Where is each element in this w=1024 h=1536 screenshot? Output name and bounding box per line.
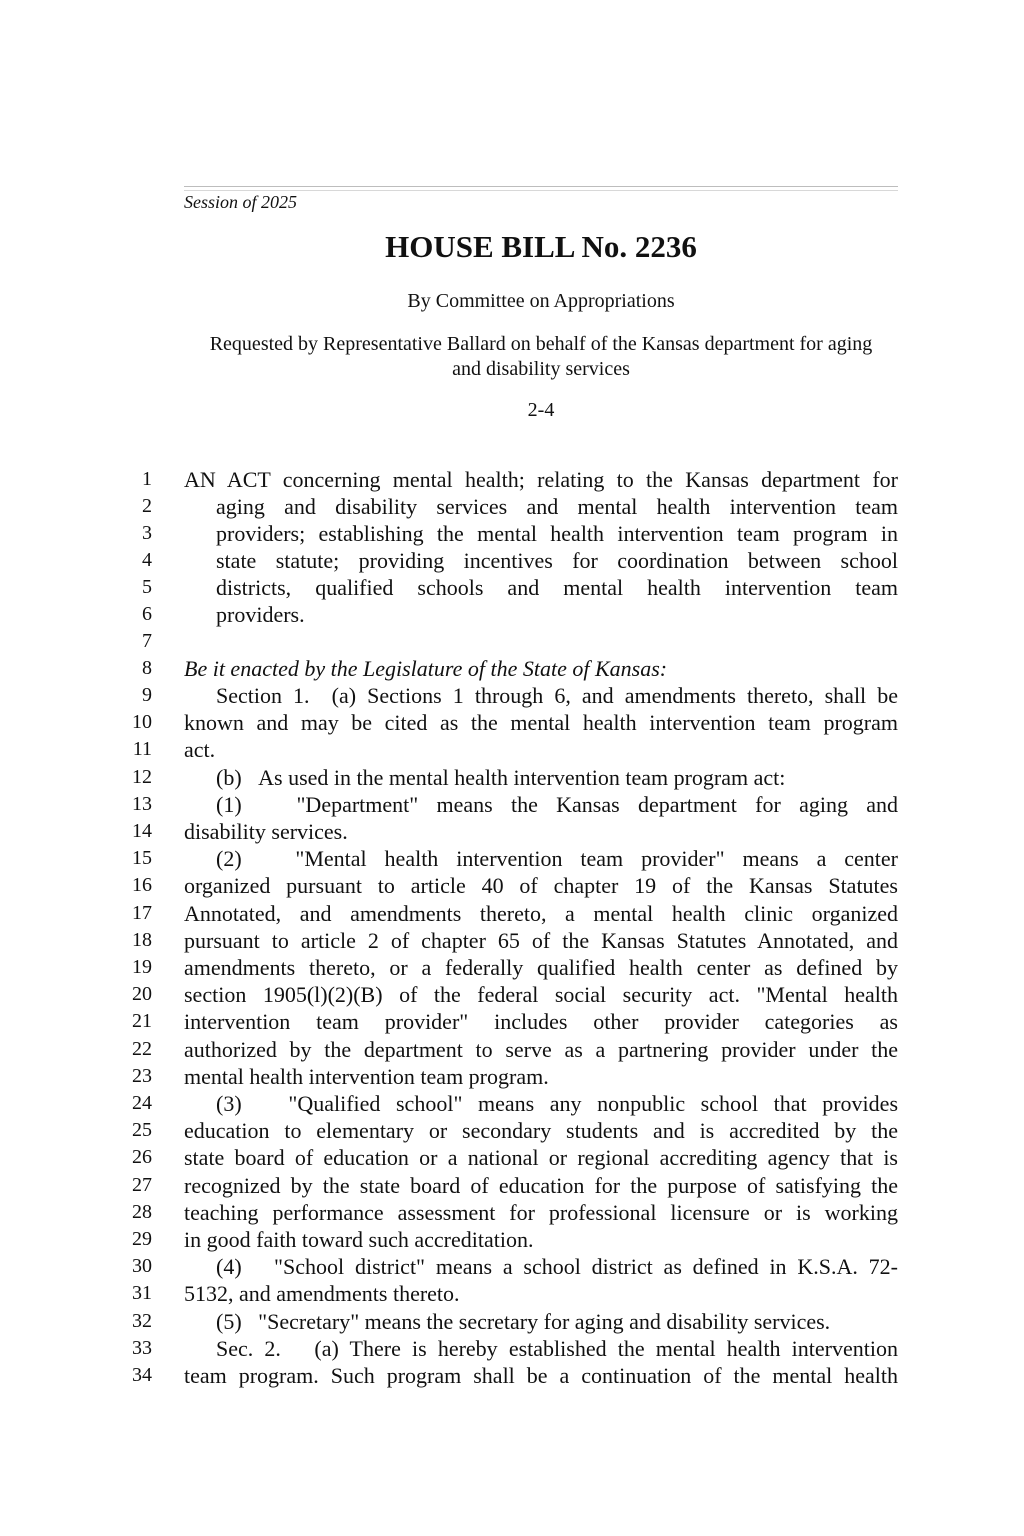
- body-line: (3) "Qualified school" means any nonpublic school that provides: [216, 1091, 898, 1116]
- body-line: act.: [184, 737, 216, 762]
- line-number: 28: [132, 1201, 152, 1223]
- line-number: 10: [132, 711, 152, 733]
- line-number: 34: [132, 1364, 152, 1386]
- act-title-line: providers; establishing the mental health intervention team program in: [216, 521, 898, 546]
- committee-byline: By Committee on Appropriations: [407, 290, 675, 312]
- body-line: organized pursuant to article 40 of chapter 19 of the Kansas Statutes: [184, 873, 898, 898]
- line-number: 1: [142, 468, 152, 490]
- line-number: 8: [142, 657, 152, 679]
- line-number: 21: [132, 1010, 152, 1032]
- act-title-line: AN ACT concerning mental health; relating to the Kansas department for: [184, 467, 898, 492]
- line-number: 26: [132, 1146, 152, 1168]
- body-line: state board of education or a national or regional accrediting agency that is: [184, 1145, 898, 1170]
- line-number: 19: [132, 956, 152, 978]
- act-title-line: aging and disability services and mental health intervention team: [216, 494, 898, 519]
- line-number: 11: [132, 738, 152, 760]
- body-line: pursuant to article 2 of chapter 65 of the Kansas Statutes Annotated, and: [184, 928, 898, 953]
- blank-line: [184, 628, 898, 655]
- body-line: (2) "Mental health intervention team provider" means a center: [216, 846, 898, 871]
- body-line: (5) "Secretary" means the secretary for aging and disability services.: [216, 1309, 831, 1334]
- line-number: 2: [142, 495, 152, 517]
- body-line: team program. Such program shall be a continuation of the mental health: [184, 1363, 898, 1388]
- act-title-line: state statute; providing incentives for coordination between school: [216, 548, 898, 573]
- body-line: intervention team provider" includes other provider categories as: [184, 1009, 898, 1034]
- line-number: 15: [132, 847, 152, 869]
- line-number: 4: [142, 549, 152, 571]
- bill-title: HOUSE BILL No. 2236: [385, 229, 697, 264]
- act-title-line: providers.: [216, 602, 305, 627]
- body-line: teaching performance assessment for professional licensure or is working: [184, 1200, 898, 1225]
- body-line: Sec. 2. (a) There is hereby established the mental health intervention: [216, 1336, 898, 1361]
- body-line: 5132, and amendments thereto.: [184, 1281, 460, 1306]
- line-number: 32: [132, 1310, 152, 1332]
- line-number: 16: [132, 874, 152, 896]
- line-number: 22: [132, 1038, 152, 1060]
- act-title-line: districts, qualified schools and mental health intervention team: [216, 575, 898, 600]
- body-line: mental health intervention team program.: [184, 1064, 549, 1089]
- line-number: 12: [132, 766, 152, 788]
- session-label: Session of 2025: [184, 192, 298, 212]
- body-line: authorized by the department to serve as a partnering provider under the: [184, 1037, 898, 1062]
- enacting-clause: Be it enacted by the Legislature of the State of Kansas:: [184, 656, 668, 681]
- line-number: 18: [132, 929, 152, 951]
- line-number: 24: [132, 1092, 152, 1114]
- body-line: Annotated, and amendments thereto, a mental health clinic organized: [184, 901, 898, 926]
- line-number: 29: [132, 1228, 152, 1250]
- line-number: 5: [142, 576, 152, 598]
- body-line: disability services.: [184, 819, 348, 844]
- requested-by-line-2: and disability services: [452, 358, 630, 380]
- line-number: 31: [132, 1282, 152, 1304]
- line-number: 23: [132, 1065, 152, 1087]
- line-number: 14: [132, 820, 152, 842]
- body-line: section 1905(l)(2)(B) of the federal social security act. "Mental health: [184, 982, 898, 1007]
- requested-by-line-1: Requested by Representative Ballard on behalf of the Kansas department for aging: [209, 333, 873, 355]
- body-line: (b) As used in the mental health intervention team program act:: [216, 765, 786, 790]
- line-number: 33: [132, 1337, 152, 1359]
- body-line: known and may be cited as the mental health intervention team program: [184, 710, 898, 735]
- introduction-date: 2-4: [527, 399, 555, 421]
- body-line: (1) "Department" means the Kansas department for aging and: [216, 792, 898, 817]
- header-rule: [184, 186, 898, 187]
- line-number: 9: [142, 684, 152, 706]
- body-line: education to elementary or secondary students and is accredited by the: [184, 1118, 898, 1143]
- line-number: 6: [142, 603, 152, 625]
- line-number: 25: [132, 1119, 152, 1141]
- line-number: 20: [132, 983, 152, 1005]
- body-line: Section 1. (a) Sections 1 through 6, and amendments thereto, shall be: [216, 683, 898, 708]
- body-line: amendments thereto, or a federally qualified health center as defined by: [184, 955, 898, 980]
- body-line: recognized by the state board of education for the purpose of satisfying the: [184, 1173, 898, 1198]
- line-number: 3: [142, 522, 152, 544]
- line-number: 17: [132, 902, 152, 924]
- line-number: 7: [142, 630, 152, 652]
- line-number: 30: [132, 1255, 152, 1277]
- line-number: 13: [132, 793, 152, 815]
- line-number: 27: [132, 1174, 152, 1196]
- body-line: in good faith toward such accreditation.: [184, 1227, 534, 1252]
- body-line: (4) "School district" means a school district as defined in K.S.A. 72-: [216, 1254, 898, 1279]
